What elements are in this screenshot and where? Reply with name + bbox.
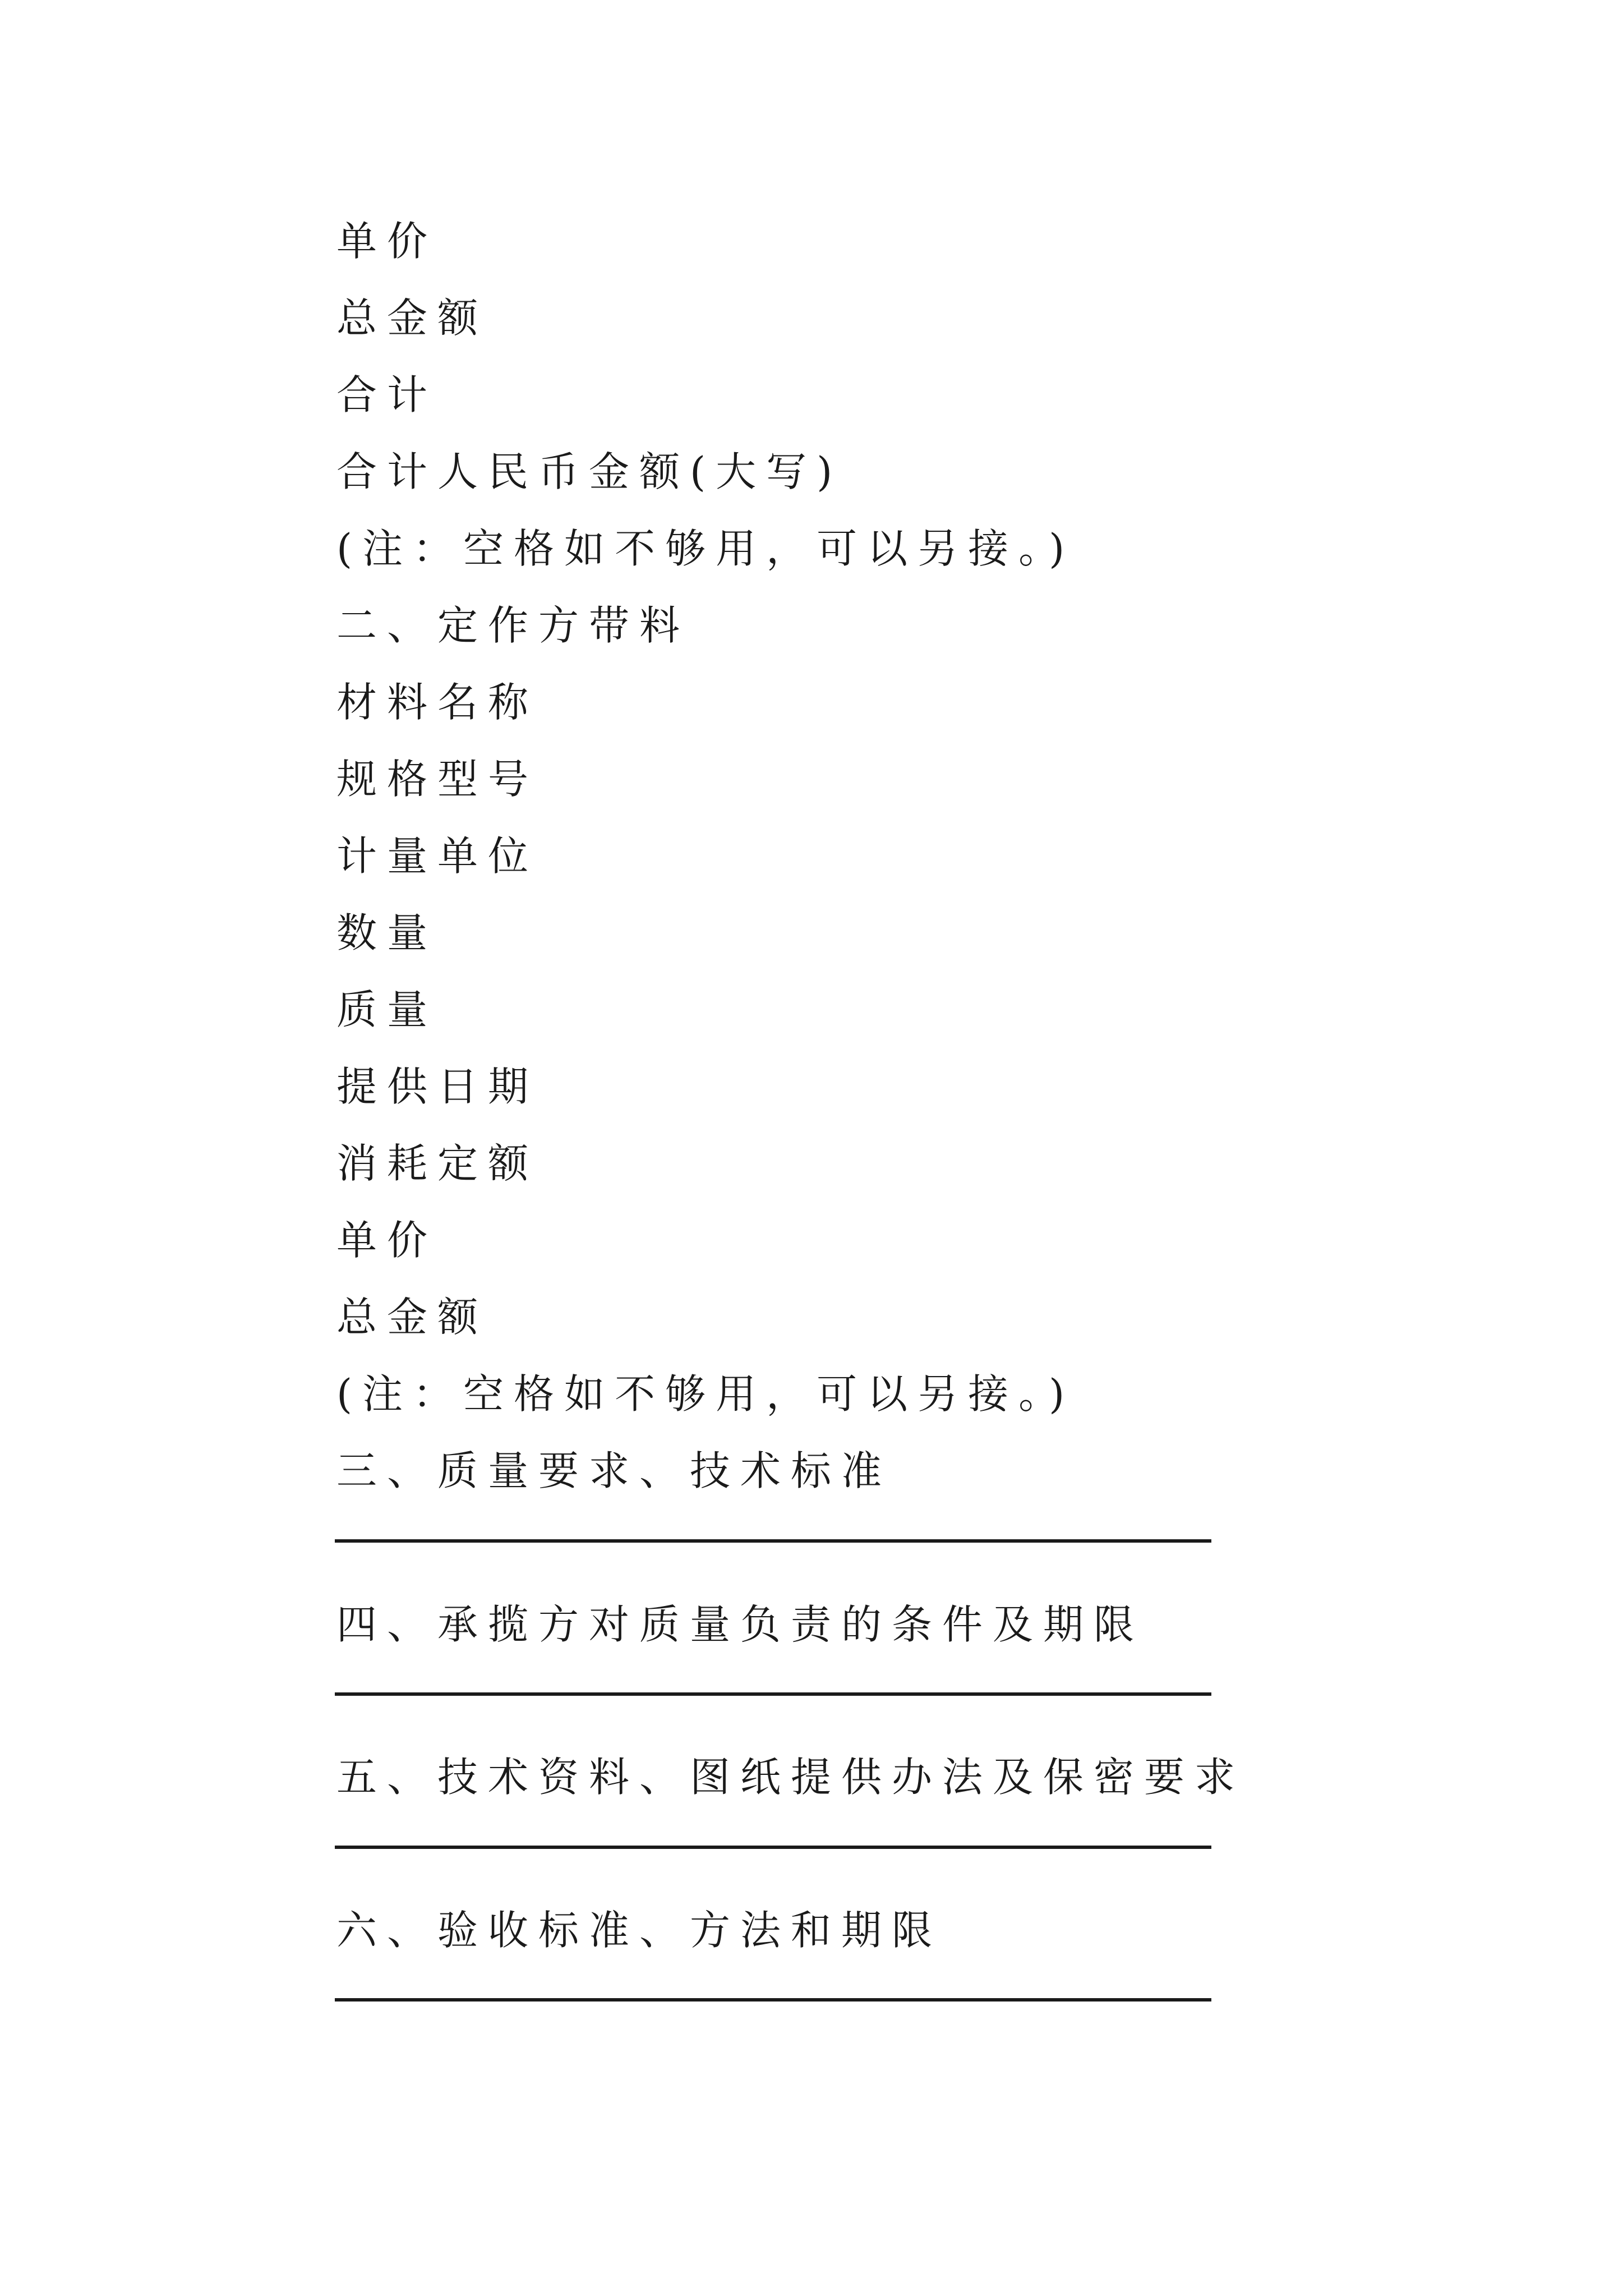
note-extra-space-2: (注：空格如不够用，可以另接。) — [336, 1370, 1075, 1418]
field-quality: 质量 — [336, 986, 438, 1033]
field-spec-model: 规格型号 — [336, 756, 539, 803]
fill-in-line-4 — [335, 1692, 1211, 1696]
note-extra-space: (注：空格如不够用，可以另接。) — [336, 525, 1075, 572]
section-heading-3: 三、质量要求、技术标准 — [336, 1447, 892, 1494]
field-total-amount-2: 总金额 — [336, 1294, 488, 1341]
section-heading-6: 六、验收标准、方法和期限 — [336, 1907, 943, 1954]
field-supply-date: 提供日期 — [336, 1063, 539, 1110]
field-quantity: 数量 — [336, 909, 438, 956]
section-heading-4: 四、承揽方对质量负责的条件及期限 — [336, 1601, 1145, 1648]
field-measure-unit: 计量单位 — [336, 832, 539, 880]
field-total-amount: 总金额 — [336, 295, 488, 342]
fill-in-line-6 — [335, 1998, 1211, 2001]
field-consumption-quota: 消耗定额 — [336, 1140, 539, 1187]
section-heading-5: 五、技术资料、图纸提供办法及保密要求 — [336, 1754, 1246, 1801]
fill-in-line-3 — [335, 1539, 1211, 1543]
fill-in-line-5 — [335, 1846, 1211, 1849]
field-unit-price-2: 单价 — [336, 1217, 438, 1264]
field-total-rmb-uppercase: 合计人民币金额(大写) — [336, 448, 843, 495]
section-heading-2: 二、定作方带料 — [336, 602, 690, 649]
field-subtotal: 合计 — [336, 371, 438, 418]
field-unit-price: 单价 — [336, 218, 438, 265]
field-material-name: 材料名称 — [336, 679, 539, 726]
